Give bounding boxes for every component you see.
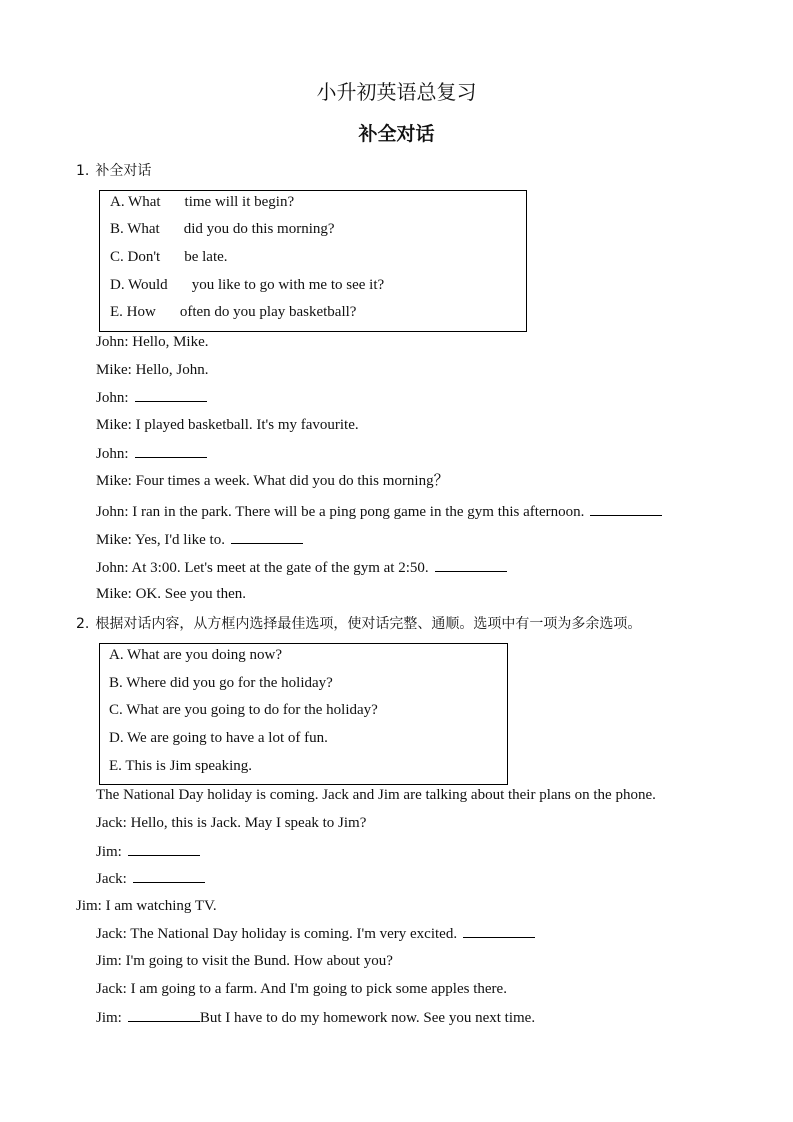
dialogue-line-with-blank: Jack: The National Day holiday is coming. I'm very excited. (96, 923, 535, 944)
dialogue-intro: The National Day holiday is coming. Jack and Jim are talking about their plans on the phone. (96, 787, 656, 803)
answer-blank[interactable] (135, 443, 207, 458)
option-d: D. We are going to have a lot of fun. (109, 730, 328, 746)
answer-blank[interactable] (128, 1007, 200, 1022)
dialogue-line: Mike: OK. See you then. (96, 586, 246, 602)
question-2-instruction: 根据对话内容，从方框内选择最佳选项，使对话完整、通顺。选项中有一项为多余选项。 (95, 616, 642, 632)
question-1-options-box (99, 190, 527, 332)
dialogue-line: Jim: I'm going to visit the Bund. How about you? (96, 953, 393, 969)
dialogue-line-with-blank: John: At 3:00. Let's meet at the gate of the gym at 2:50. (96, 557, 507, 578)
dialogue-line-with-blank: John: (96, 387, 207, 408)
answer-blank[interactable] (590, 501, 662, 516)
option-a: A. What are you doing now? (109, 647, 283, 663)
option-a: A. What time will it begin? (110, 194, 295, 210)
question-2-heading (76, 613, 641, 633)
dialogue-line-with-blank: John: I ran in the park. There will be a ping pong game in the gym this afternoon. (96, 501, 662, 522)
option-e: E. This is Jim speaking. (109, 758, 253, 774)
dialogue-line: Jim: I am watching TV. (76, 898, 217, 914)
answer-blank[interactable] (128, 841, 200, 856)
option-c: C. Don't be late. (110, 249, 228, 265)
dialogue-line-with-blank: Jim: (96, 841, 200, 862)
option-e: E. How often do you play basketball? (110, 304, 357, 320)
dialogue-line-with-blank: John: (96, 443, 207, 464)
option-d: D. Would you like to go with me to see it? (110, 277, 385, 293)
dialogue-line: John: Hello, Mike. (96, 334, 209, 350)
option-c: C. What are you going to do for the holiday? (109, 702, 378, 718)
answer-blank[interactable] (231, 529, 303, 544)
question-1-heading (76, 160, 151, 180)
dialogue-line-with-blank: Jack: (96, 868, 205, 889)
section-subtitle: 补全对话 (358, 123, 435, 145)
dialogue-line: Mike: I played basketball. It's my favourite. (96, 417, 359, 433)
answer-blank[interactable] (463, 923, 535, 938)
option-b: B. Where did you go for the holiday? (109, 675, 333, 691)
dialogue-line: Mike: Four times a week. What did you do this morning？ (96, 473, 449, 489)
answer-blank[interactable] (435, 557, 507, 572)
dialogue-line-with-blank: Jim: But I have to do my homework now. See you next time. (96, 1007, 535, 1028)
answer-blank[interactable] (133, 868, 205, 883)
answer-blank[interactable] (135, 387, 207, 402)
dialogue-line: Mike: Hello, John. (96, 362, 209, 378)
option-b: B. What did you do this morning? (110, 221, 335, 237)
question-1-number: 1. (76, 163, 90, 179)
dialogue-line-with-blank: Mike: Yes, I'd like to. (96, 529, 303, 550)
dialogue-line: Jack: I am going to a farm. And I'm going to pick some apples there. (96, 981, 507, 997)
question-1-instruction: 补全对话 (95, 163, 152, 179)
question-2-number: 2. (76, 616, 90, 632)
dialogue-line: Jack: Hello, this is Jack. May I speak to Jim? (96, 815, 367, 831)
question-2-options-box (99, 643, 508, 785)
page-title: 小升初英语总复习 (316, 80, 477, 104)
